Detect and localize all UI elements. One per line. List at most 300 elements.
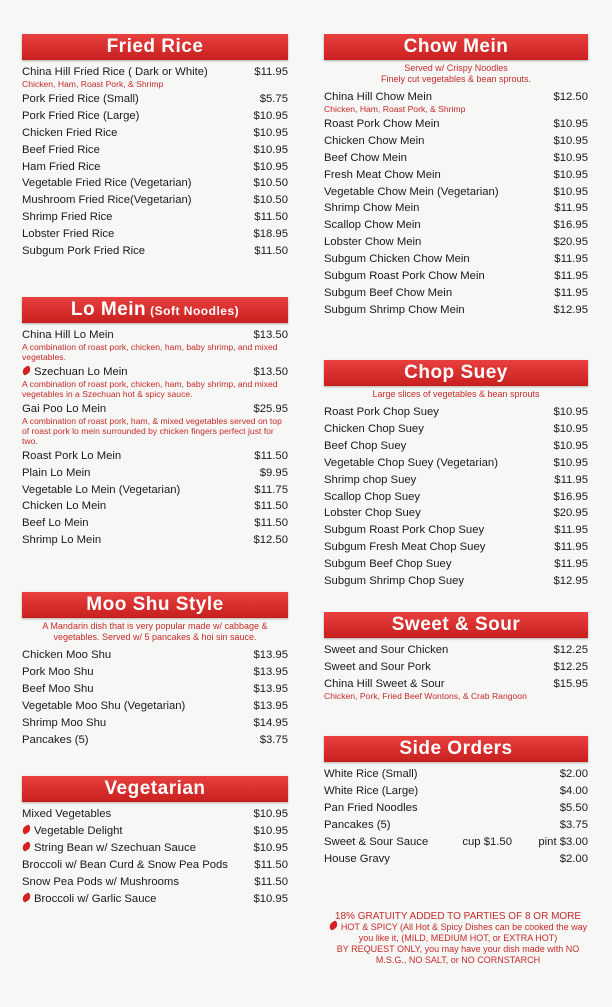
menu-item-name-wrap (22, 891, 156, 908)
menu-item-price: $11.50 (254, 449, 288, 462)
hot-pepper-icon (328, 920, 339, 931)
menu-item-name-wrap (324, 167, 441, 184)
menu-item-name-wrap (324, 285, 452, 302)
menu-item-name: Vegetable Fried Rice (Vegetarian) (22, 177, 192, 190)
menu-item-name-wrap (22, 209, 112, 226)
menu-item-name-wrap (22, 125, 117, 142)
menu-item-name-wrap (324, 783, 418, 800)
menu-item-name-wrap (22, 732, 89, 749)
menu-item-name: Sweet and Sour Pork (324, 660, 431, 673)
menu-item-price: $9.95 (259, 466, 288, 479)
menu-item-name-wrap (22, 243, 145, 260)
menu-item-name-wrap (324, 438, 406, 455)
menu-item-beef-lo-mein (20, 515, 290, 532)
section-title-banner (22, 297, 288, 323)
menu-item-name: Subgum Fresh Meat Chop Suey (324, 541, 486, 554)
menu-item-name-wrap (22, 823, 123, 840)
menu-item-pancakes-5 (20, 732, 290, 749)
menu-item-price: $25.95 (253, 402, 288, 415)
menu-item-name-wrap (22, 226, 114, 243)
menu-item-name: Vegetable Chop Suey (Vegetarian) (324, 456, 498, 469)
menu-item-description: Chicken, Pork, Fried Beef Wontons, & Crab Rangoon (324, 690, 527, 701)
section-chop-suey (322, 360, 590, 590)
menu-item-price: $10.95 (553, 422, 588, 435)
menu-item-name-wrap (324, 659, 431, 676)
section-title-banner (22, 592, 288, 618)
menu-item-name-wrap (324, 642, 448, 659)
menu-item-price: $10.95 (553, 117, 588, 130)
menu-item-white-rice-small (322, 766, 590, 783)
menu-item-price: $10.95 (253, 892, 288, 905)
menu-item-name: Mushroom Fried Rice(Vegetarian) (22, 194, 192, 207)
menu-item-name: Pork Fried Rice (Large) (22, 109, 140, 122)
menu-item-name-wrap (22, 857, 228, 874)
menu-item-name: Subgum Roast Pork Chow Mein (324, 270, 485, 283)
menu-item-name: Subgum Pork Fried Rice (22, 245, 146, 258)
menu-item-shrimp-fried-rice (20, 209, 290, 226)
menu-item-price: $12.50 (553, 91, 588, 103)
menu-item-price: $5.75 (259, 92, 288, 105)
section-description: A Mandarin dish that is very popular made w/ cabbage & vegetables. Served w/ 5 pancakes & hoi sin sauce. (42, 621, 268, 642)
menu-item-china-hill-chow-mein (322, 89, 590, 114)
menu-item-list (322, 89, 590, 319)
menu-item-roast-pork-chow-mein (322, 116, 590, 133)
menu-item-beef-moo-shu (20, 681, 290, 698)
menu-item-name: White Rice (Large) (324, 784, 419, 797)
menu-item-sweet-and-sour-pork (322, 659, 590, 676)
menu-item-name: Broccoli w/ Bean Curd & Snow Pea Pods (22, 858, 228, 871)
menu-item-lobster-chop-suey (322, 505, 590, 522)
menu-item-price: $11.95 (254, 66, 288, 78)
menu-item-name: Fresh Meat Chow Mein (324, 168, 441, 181)
menu-item-chicken-chow-mein (322, 133, 590, 150)
menu-item-name: Subgum Roast Pork Chop Suey (324, 524, 485, 537)
menu-item-snow-pea-pods-w-mushrooms (20, 874, 290, 891)
menu-item-price: $11.95 (554, 541, 588, 554)
menu-item-name-wrap (22, 647, 111, 664)
menu-item-name: Beef Lo Mein (22, 517, 89, 530)
spicy-note (326, 922, 590, 944)
section-title-banner (324, 360, 588, 386)
menu-item-shrimp-chow-mein (322, 200, 590, 217)
menu-item-subgum-beef-chow-mein (322, 285, 590, 302)
menu-item-list (322, 766, 590, 867)
menu-item-name: Snow Pea Pods w/ Mushrooms (22, 875, 179, 888)
menu-item-price: $11.95 (554, 524, 588, 537)
menu-item-list (322, 642, 590, 701)
menu-item-subgum-shrimp-chow-mein (322, 302, 590, 319)
menu-item-price: $10.95 (553, 456, 588, 469)
menu-item-szechuan-lo-mein (20, 364, 290, 399)
menu-item-name: Chicken Chop Suey (324, 422, 424, 435)
menu-item-name-wrap (324, 455, 498, 472)
menu-item-name: Scallop Chow Mein (324, 219, 421, 232)
menu-item-pork-moo-shu (20, 664, 290, 681)
menu-item-price: pint $3.00 (538, 835, 588, 848)
menu-item-price: $11.50 (254, 500, 288, 513)
menu-item-price: $10.95 (253, 109, 288, 122)
menu-item-price: $10.50 (253, 194, 288, 207)
menu-item-subgum-beef-chop-suey (322, 556, 590, 573)
section-sweet-sour (322, 612, 590, 703)
menu-item-name: China Hill Fried Rice ( Dark or White) (22, 66, 208, 78)
menu-item-chicken-lo-mein (20, 498, 290, 515)
menu-item-description: A combination of roast pork, ham, & mixed vegetables served on top of roast pork lo mein surrounded by chicken fingers perfect just for two. (22, 415, 282, 446)
menu-item-name: Shrimp Moo Shu (22, 716, 107, 729)
menu-item-beef-chow-mein (322, 150, 590, 167)
section-moo-shu (20, 592, 290, 748)
section-vegetarian (20, 776, 290, 907)
menu-item-name-wrap (22, 681, 94, 698)
menu-item-name-wrap (22, 465, 90, 482)
menu-item-price: $11.95 (554, 253, 588, 266)
menu-item-mixed-vegetables (20, 806, 290, 823)
menu-item-name-wrap (22, 515, 89, 532)
menu-item-name: House Gravy (324, 852, 390, 865)
menu-item-list (20, 327, 290, 549)
section-title-banner (22, 776, 288, 802)
menu-item-name: Vegetable Delight (34, 824, 123, 837)
menu-item-mushroom-fried-rice-vegetarian (20, 192, 290, 209)
menu-item-subgum-fresh-meat-chop-suey (322, 539, 590, 556)
menu-item-name: Beef Fried Rice (22, 143, 100, 156)
menu-item-name: Vegetable Lo Mein (Vegetarian) (22, 483, 181, 496)
menu-item-price: $10.95 (553, 439, 588, 452)
menu-item-price: $10.95 (253, 824, 288, 837)
menu-item-price: $10.95 (553, 151, 588, 164)
menu-item-price: $2.00 (559, 768, 588, 780)
spicy-note-text: HOT & SPICY (All Hot & Spicy Dishes can be cooked the way you like it, (MILD, MEDIUM HOT, or EXTRA HOT) (340, 922, 588, 943)
menu-item-price: $13.95 (253, 699, 288, 712)
menu-item-price: $11.95 (554, 270, 588, 283)
menu-item-price: $10.95 (553, 185, 588, 198)
menu-item-vegetable-moo-shu-vegetarian (20, 698, 290, 715)
menu-item-name: Roast Pork Chow Mein (324, 117, 440, 130)
menu-item-price: $13.50 (253, 329, 288, 341)
menu-item-name-wrap (324, 472, 416, 489)
menu-item-name: Roast Pork Chop Suey (324, 406, 439, 418)
menu-item-name: Beef Moo Shu (22, 682, 94, 695)
menu-item-name: Sweet & Sour Sauce (324, 835, 429, 848)
menu-item-name: Chicken Moo Shu (22, 649, 112, 661)
menu-item-name: Shrimp Lo Mein (22, 534, 102, 547)
section-description: Large slices of vegetables & bean sprouts (372, 389, 540, 399)
menu-item-name: Sweet and Sour Chicken (324, 644, 449, 656)
menu-item-name-wrap (324, 522, 484, 539)
menu-item-price: $10.95 (553, 134, 588, 147)
menu-item-name: Subgum Shrimp Chow Mein (324, 303, 465, 316)
menu-item-beef-fried-rice (20, 142, 290, 159)
menu-item-price: $11.50 (254, 517, 288, 530)
section-title: Chow Mein (403, 36, 509, 57)
menu-item-price: $4.00 (559, 784, 588, 797)
section-subtitle: (Soft Noodles) (150, 304, 240, 318)
section-title-banner (324, 34, 588, 60)
menu-item-name-wrap (22, 482, 180, 499)
menu-item-price: $10.95 (553, 406, 588, 418)
menu-item-name: White Rice (Small) (324, 768, 418, 780)
request-note: BY REQUEST ONLY, you may have your dish made with NO M.S.G., NO SALT, or NO CORNSTARCH (336, 944, 580, 965)
menu-item-price: $12.50 (253, 534, 288, 547)
menu-item-name: Subgum Chicken Chow Mein (324, 253, 470, 266)
menu-item-price: $11.50 (254, 211, 288, 224)
menu-item-name: China Hill Lo Mein (22, 329, 114, 341)
menu-item-name: Mixed Vegetables (22, 808, 112, 820)
menu-item-name-wrap (22, 175, 192, 192)
menu-item-name-wrap (324, 404, 439, 421)
menu-item-price: $2.00 (559, 852, 588, 865)
menu-item-price: $20.95 (553, 507, 588, 520)
menu-item-name: Lobster Chop Suey (324, 507, 421, 520)
menu-item-price: $11.50 (254, 245, 288, 258)
menu-item-vegetable-chow-mein-vegetarian (322, 184, 590, 201)
menu-item-chicken-moo-shu (20, 647, 290, 664)
menu-item-name: Vegetable Chow Mein (Vegetarian) (324, 185, 499, 198)
menu-item-pan-fried-noodles (322, 800, 590, 817)
section-title-banner (324, 736, 588, 762)
menu-item-price: $12.95 (553, 575, 588, 588)
menu-item-name-wrap (324, 421, 424, 438)
menu-item-description: Chicken, Ham, Roast Pork, & Shrimp (324, 103, 466, 114)
menu-item-price: $11.95 (554, 202, 588, 215)
menu-item-price: $10.95 (253, 143, 288, 156)
menu-item-sweet-sour-sauce (322, 834, 590, 851)
menu-item-name-wrap (324, 834, 428, 851)
section-title: Side Orders (399, 738, 513, 759)
menu-item-name-wrap (324, 851, 390, 868)
menu-item-description: Chicken, Ham, Roast Pork, & Shrimp (22, 78, 164, 89)
menu-item-name: Gai Poo Lo Mein (22, 402, 107, 415)
menu-item-scallop-chop-suey (322, 489, 590, 506)
hot-pepper-icon (21, 365, 32, 376)
menu-item-name-wrap (324, 133, 424, 150)
menu-item-china-hill-lo-mein (20, 327, 290, 362)
menu-item-roast-pork-chop-suey (322, 404, 590, 421)
menu-item-price: $10.50 (253, 177, 288, 190)
menu-item-price: $10.95 (253, 841, 288, 854)
menu-item-price: $11.95 (554, 286, 588, 299)
menu-item-name-wrap (324, 817, 391, 834)
menu-item-description: A combination of roast pork, chicken, ham, baby shrimp, and mixed vegetables. (22, 341, 278, 362)
menu-item-name: Subgum Shrimp Chop Suey (324, 575, 465, 588)
menu-item-name: Shrimp chop Suey (324, 473, 417, 486)
section-title: Vegetarian (104, 778, 206, 799)
menu-item-name: Chicken Lo Mein (22, 500, 107, 513)
menu-item-subgum-roast-pork-chop-suey (322, 522, 590, 539)
section-lo-mein (20, 297, 290, 549)
menu-item-price: $11.50 (254, 875, 288, 888)
menu-item-subgum-chicken-chow-mein (322, 251, 590, 268)
menu-item-name-wrap (22, 874, 179, 891)
menu-item-name: Beef Chow Mein (324, 151, 407, 164)
menu-item-price: $3.75 (559, 818, 588, 831)
menu-item-vegetable-lo-mein-vegetarian (20, 482, 290, 499)
menu-item-price: $15.95 (553, 677, 588, 690)
menu-item-china-hill-sweet-sour (322, 676, 590, 701)
menu-item-price: $10.95 (253, 808, 288, 820)
menu-item-name: Vegetable Moo Shu (Vegetarian) (22, 699, 186, 712)
menu-item-description: A combination of roast pork, chicken, ham, baby shrimp, and mixed vegetables in a Szechuan hot & spicy sauce. (22, 378, 278, 399)
menu-item-subgum-shrimp-chop-suey (322, 573, 590, 590)
menu-item-name: Ham Fried Rice (22, 160, 101, 173)
section-title: Moo Shu Style (86, 594, 224, 615)
menu-item-gai-poo-lo-mein (20, 401, 290, 446)
menu-item-pork-fried-rice-large (20, 108, 290, 125)
menu-item-vegetable-fried-rice-vegetarian (20, 175, 290, 192)
menu-item-name-wrap (22, 448, 121, 465)
menu-item-price: $20.95 (553, 236, 588, 249)
menu-item-price: $13.95 (253, 682, 288, 695)
menu-item-scallop-chow-mein (322, 217, 590, 234)
menu-item-price: $12.95 (553, 303, 588, 316)
menu-item-name: Shrimp Fried Rice (22, 211, 113, 224)
gratuity-note: 18% GRATUITY ADDED TO PARTIES OF 8 OR MORE (334, 911, 582, 922)
menu-item-price: $13.95 (253, 649, 288, 661)
menu-item-price: $16.95 (553, 219, 588, 232)
menu-item-list (20, 806, 290, 907)
menu-item-name-wrap (324, 234, 421, 251)
menu-item-subgum-pork-fried-rice (20, 243, 290, 260)
menu-item-ham-fried-rice (20, 159, 290, 176)
menu-item-chicken-fried-rice (20, 125, 290, 142)
menu-item-name: Lobster Fried Rice (22, 228, 115, 241)
menu-item-price: $13.50 (253, 365, 288, 378)
menu-item-name-wrap (324, 556, 452, 573)
menu-item-price: $12.25 (553, 644, 588, 656)
menu-item-list (322, 404, 590, 590)
menu-item-price: $10.95 (253, 126, 288, 139)
menu-item-name: Pork Fried Rice (Small) (22, 92, 139, 105)
menu-item-vegetable-chop-suey-vegetarian (322, 455, 590, 472)
menu-item-name-wrap (324, 150, 407, 167)
menu-item-chicken-chop-suey (322, 421, 590, 438)
menu-item-name-wrap (324, 505, 421, 522)
menu-item-price: $18.95 (253, 228, 288, 241)
section-fried-rice (20, 34, 290, 260)
menu-item-lobster-chow-mein (322, 234, 590, 251)
menu-item-name-wrap (22, 840, 196, 857)
menu-item-price: $16.95 (553, 490, 588, 503)
menu-item-fresh-meat-chow-mein (322, 167, 590, 184)
menu-item-broccoli-w-garlic-sauce (20, 891, 290, 908)
section-side-orders (322, 736, 590, 867)
menu-item-name-wrap (22, 664, 94, 681)
menu-item-name: Scallop Chop Suey (324, 490, 421, 503)
menu-item-price: $14.95 (253, 716, 288, 729)
menu-item-name-wrap (22, 108, 139, 125)
menu-item-name-wrap (324, 184, 499, 201)
menu-item-list (20, 64, 290, 260)
menu-item-cup-price: cup $1.50 (462, 835, 512, 848)
menu-item-name: China Hill Sweet & Sour (324, 677, 445, 690)
menu-item-china-hill-fried-rice-dark-or-white (20, 64, 290, 89)
menu-item-name-wrap (324, 217, 421, 234)
menu-item-name: Pan Fried Noodles (324, 801, 418, 814)
menu-item-name: String Bean w/ Szechuan Sauce (34, 841, 197, 854)
menu-item-price: $11.75 (254, 483, 288, 496)
section-title: Lo Mein (70, 299, 147, 320)
menu-item-price: $12.25 (553, 660, 588, 673)
menu-item-name: Chicken Chow Mein (324, 134, 425, 147)
menu-item-name-wrap (22, 715, 106, 732)
section-title: Sweet & Sour (391, 614, 521, 635)
section-title: Fried Rice (106, 36, 204, 57)
menu-footer-notes (326, 911, 590, 966)
menu-item-broccoli-w-bean-curd-snow-pea-pods (20, 857, 290, 874)
menu-item-name: Subgum Beef Chow Mein (324, 286, 453, 299)
menu-item-name-wrap (22, 91, 139, 108)
menu-item-lobster-fried-rice (20, 226, 290, 243)
menu-item-pancakes-5 (322, 817, 590, 834)
menu-item-sweet-and-sour-chicken (322, 642, 590, 659)
menu-item-name: Beef Chop Suey (324, 439, 407, 452)
menu-item-shrimp-chop-suey (322, 472, 590, 489)
menu-item-vegetable-delight (20, 823, 290, 840)
menu-item-name-wrap (324, 251, 470, 268)
menu-item-name: Lobster Chow Mein (324, 236, 422, 249)
section-title-banner (324, 612, 588, 638)
menu-item-list (20, 647, 290, 748)
menu-item-name-wrap (324, 539, 485, 556)
menu-item-price: $13.95 (253, 665, 288, 678)
menu-item-name-wrap (324, 800, 418, 817)
hot-pepper-icon (21, 892, 32, 903)
menu-item-name-wrap (22, 192, 192, 209)
menu-item-name: Subgum Beef Chop Suey (324, 558, 452, 571)
menu-item-name-wrap (324, 489, 420, 506)
menu-item-name: Pancakes (5) (22, 733, 89, 746)
menu-item-price: $11.95 (554, 558, 588, 571)
menu-item-price: $11.50 (254, 858, 288, 871)
menu-item-price: $10.95 (553, 168, 588, 181)
menu-item-name-wrap (324, 302, 465, 319)
menu-item-name-wrap (22, 142, 100, 159)
menu-item-name-wrap (22, 159, 100, 176)
menu-item-white-rice-large (322, 783, 590, 800)
section-title: Chop Suey (404, 362, 508, 383)
menu-item-name-wrap (324, 573, 464, 590)
menu-item-beef-chop-suey (322, 438, 590, 455)
menu-item-name-wrap (324, 766, 418, 783)
menu-item-house-gravy (322, 851, 590, 868)
menu-item-pork-fried-rice-small (20, 91, 290, 108)
menu-item-shrimp-moo-shu (20, 715, 290, 732)
menu-item-price: $10.95 (253, 160, 288, 173)
menu-item-name-wrap (22, 498, 106, 515)
hot-pepper-icon (21, 841, 32, 852)
hot-pepper-icon (21, 824, 32, 835)
menu-item-name: Plain Lo Mein (22, 466, 91, 479)
menu-item-name-wrap (22, 698, 185, 715)
menu-item-name: China Hill Chow Mein (324, 91, 432, 103)
menu-item-subgum-roast-pork-chow-mein (322, 268, 590, 285)
menu-item-name: Szechuan Lo Mein (34, 365, 128, 378)
menu-item-shrimp-lo-mein (20, 532, 290, 549)
menu-item-name: Shrimp Chow Mein (324, 202, 420, 215)
menu-item-name-wrap (324, 116, 440, 133)
menu-item-roast-pork-lo-mein (20, 448, 290, 465)
section-chow-mein (322, 34, 590, 319)
menu-item-string-bean-w-szechuan-sauce (20, 840, 290, 857)
menu-item-name: Roast Pork Lo Mein (22, 449, 122, 462)
menu-item-name-wrap (22, 532, 101, 549)
section-title-banner (22, 34, 288, 60)
menu-item-price: $11.95 (554, 473, 588, 486)
section-description: Served w/ Crispy Noodles Finely cut vegetables & bean sprouts. (380, 63, 532, 84)
menu-item-name: Chicken Fried Rice (22, 126, 118, 139)
menu-item-name: Pork Moo Shu (22, 665, 94, 678)
menu-item-price: $3.75 (259, 733, 288, 746)
